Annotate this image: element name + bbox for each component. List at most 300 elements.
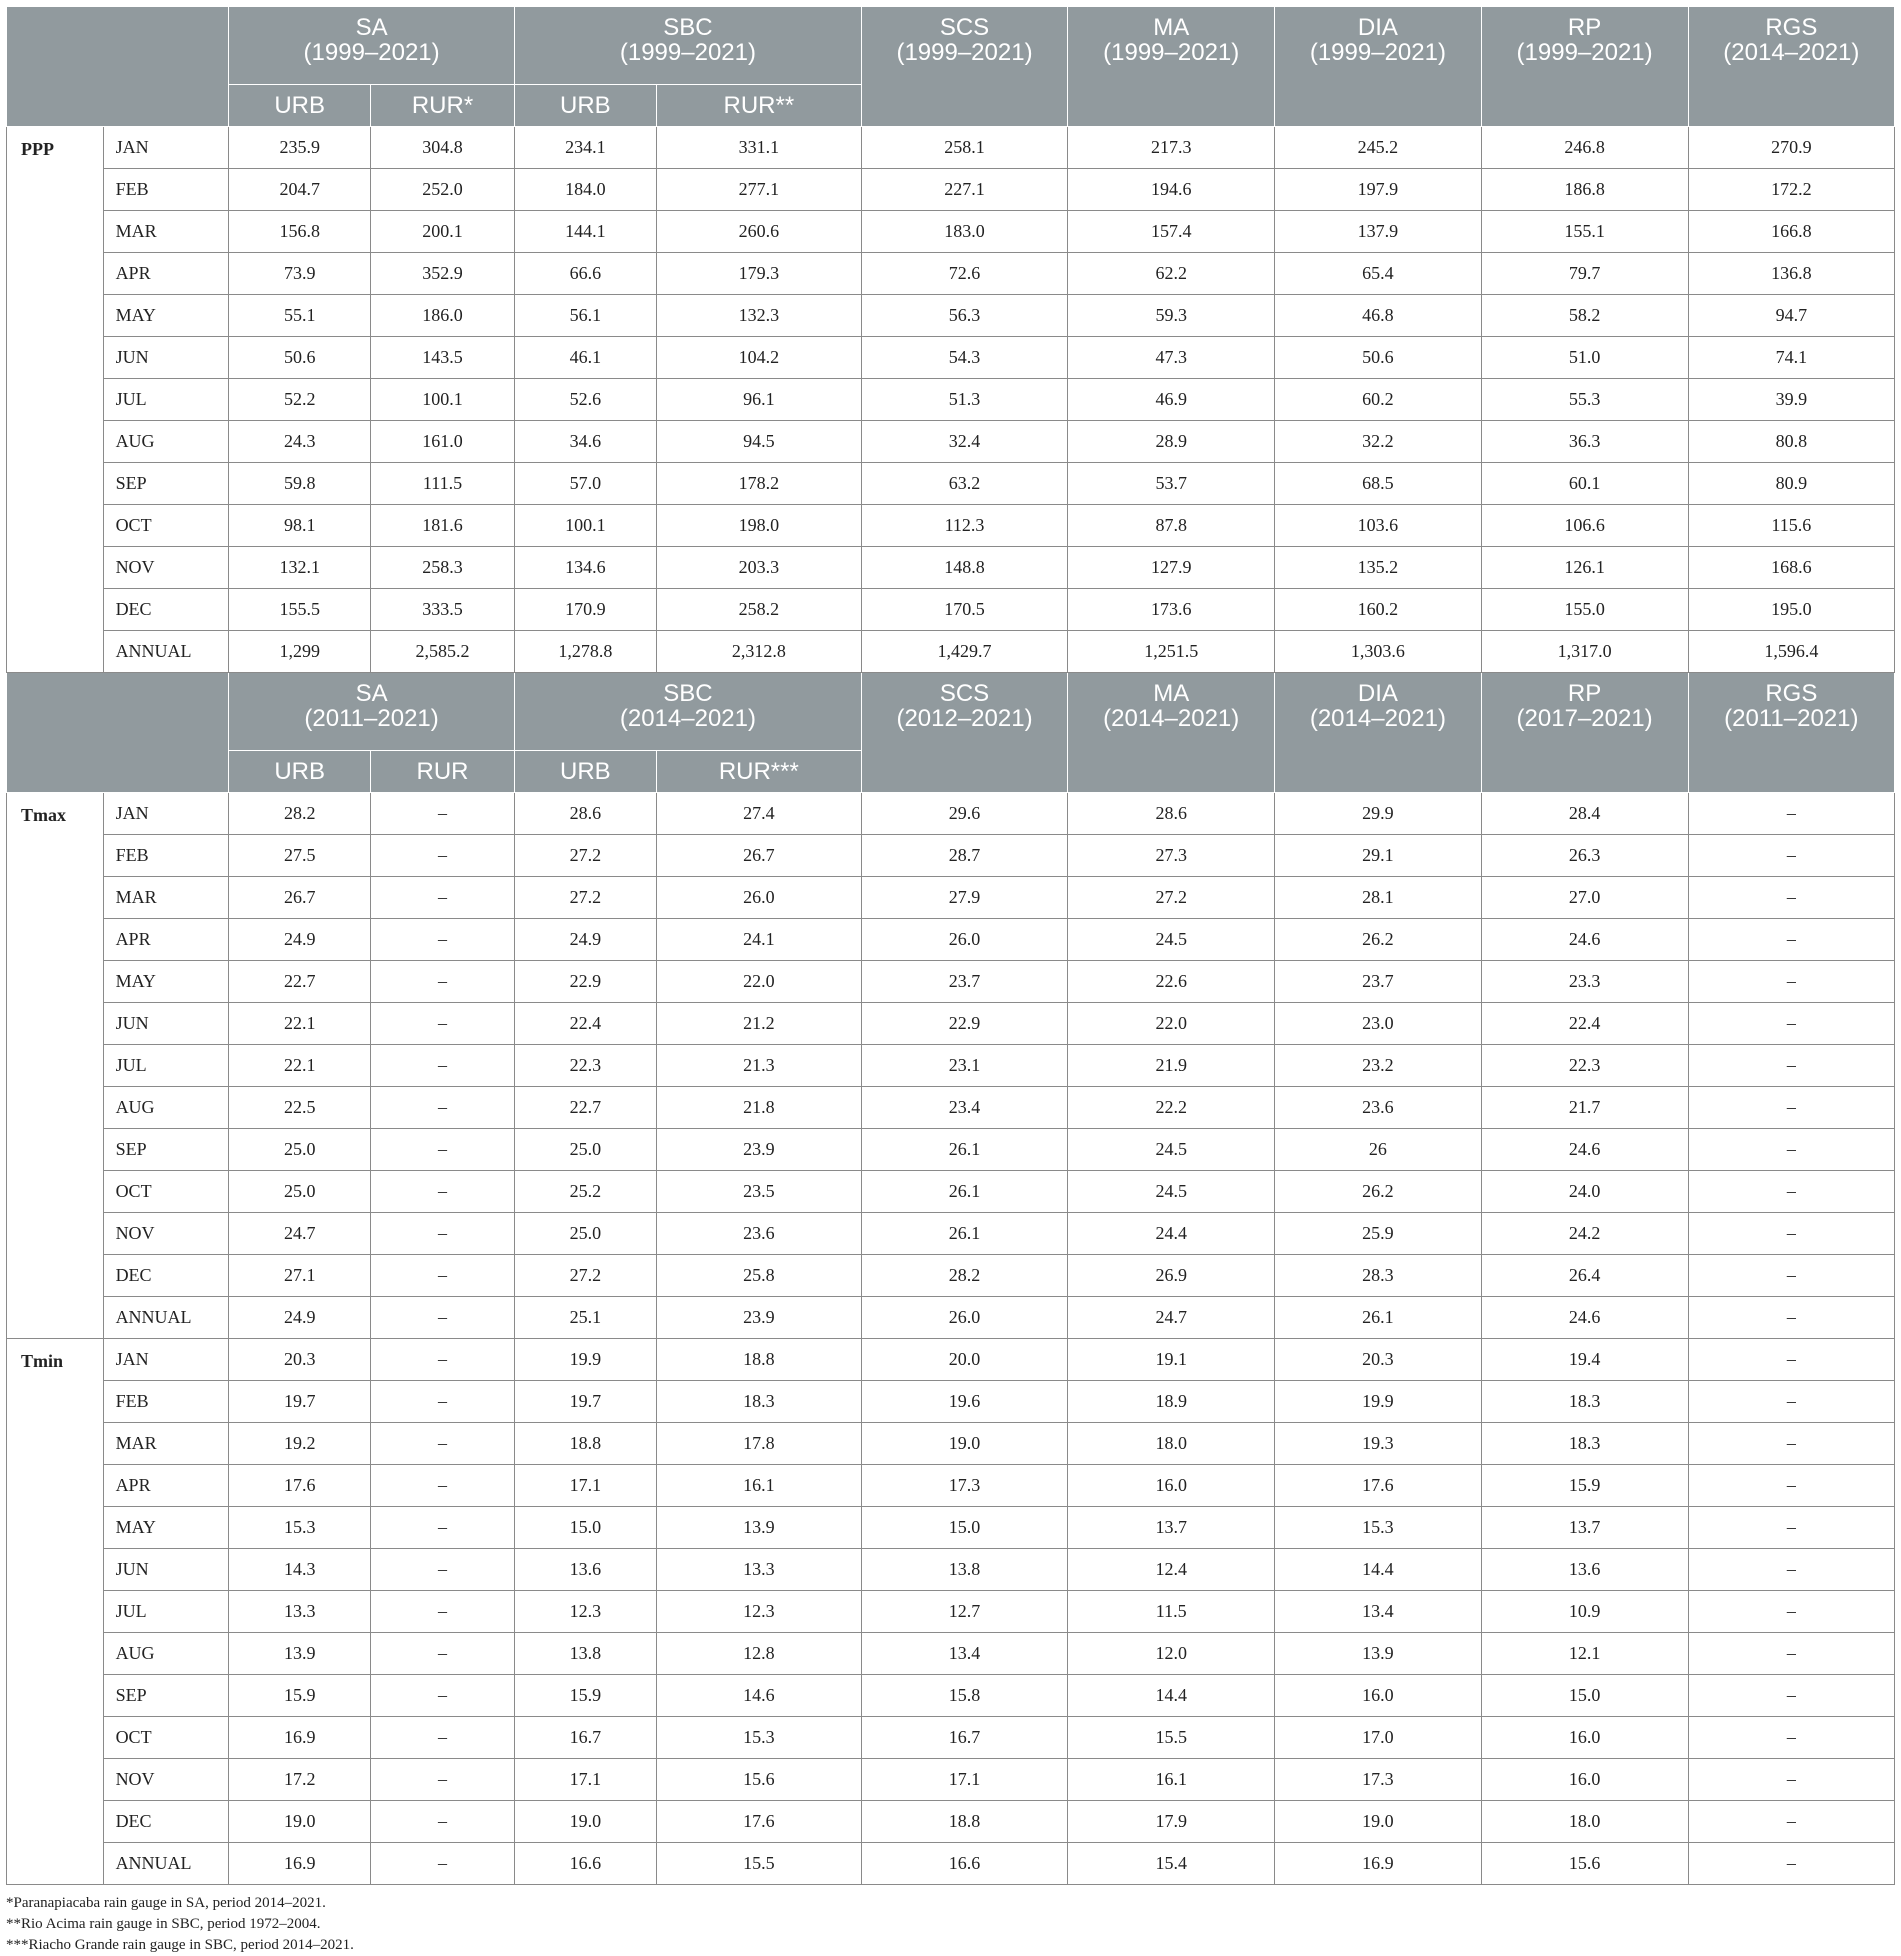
table-row [7, 793, 1895, 835]
table-cell: 27.0 [1481, 877, 1688, 919]
table-cell: 13.9 [656, 1507, 861, 1549]
table-cell: 13.8 [861, 1549, 1067, 1591]
table-cell: 143.5 [371, 337, 515, 379]
table-cell: – [1688, 1255, 1894, 1297]
table-row [7, 421, 1895, 463]
table-cell: 28.2 [861, 1255, 1067, 1297]
table-cell: 80.9 [1688, 463, 1894, 505]
footnote-riacho-grande: ***Riacho Grande rain gauge in SBC, period 2014–2021. [6, 1937, 354, 1953]
header-dia [1275, 7, 1481, 127]
subheader-sa-urb: URB [229, 751, 371, 793]
table-cell: 331.1 [656, 127, 861, 169]
header-rp-name: RP [1567, 680, 1602, 707]
variable-label: PPP [7, 127, 104, 673]
month-label: MAY [103, 961, 229, 1003]
table-cell: 68.5 [1275, 463, 1481, 505]
table-cell: 194.6 [1068, 169, 1275, 211]
header-ma-period: (2014–2021) [1103, 705, 1240, 732]
header-scs-name: SCS [939, 14, 990, 41]
month-label: MAY [103, 1507, 229, 1549]
table-cell: 51.3 [861, 379, 1067, 421]
table-cell: 1,429.7 [861, 631, 1067, 673]
table-cell: 18.0 [1481, 1801, 1688, 1843]
table-cell: – [1688, 1591, 1894, 1633]
table-cell: 160.2 [1275, 589, 1481, 631]
table-cell: 179.3 [656, 253, 861, 295]
table-cell: 234.1 [514, 127, 656, 169]
table-row [7, 1129, 1895, 1171]
table-cell: 14.6 [656, 1675, 861, 1717]
table-cell: 63.2 [861, 463, 1067, 505]
table-cell: 22.4 [1481, 1003, 1688, 1045]
table-cell: 65.4 [1275, 253, 1481, 295]
header-row [7, 673, 1895, 751]
table-cell: 15.3 [1275, 1507, 1481, 1549]
table-cell: – [371, 1675, 515, 1717]
header-ma [1068, 7, 1275, 127]
table-cell: 24.6 [1481, 1297, 1688, 1339]
table-cell: 29.1 [1275, 835, 1481, 877]
table-cell: 172.2 [1688, 169, 1894, 211]
table-row [7, 211, 1895, 253]
table-cell: 46.9 [1068, 379, 1275, 421]
table-cell: 304.8 [371, 127, 515, 169]
table-row [7, 295, 1895, 337]
table-cell: – [371, 919, 515, 961]
header-ma [1068, 673, 1275, 793]
table-cell: 16.7 [514, 1717, 656, 1759]
table-cell: – [1688, 877, 1894, 919]
table-cell: 21.7 [1481, 1087, 1688, 1129]
header-sbc [514, 673, 861, 751]
table-row [7, 631, 1895, 673]
table-cell: 127.9 [1068, 547, 1275, 589]
table-cell: 27.2 [514, 835, 656, 877]
table-cell: 27.2 [514, 877, 656, 919]
table-cell: 26.4 [1481, 1255, 1688, 1297]
table-row [7, 1507, 1895, 1549]
header-sbc-name: SBC [663, 680, 713, 707]
table-cell: – [371, 1087, 515, 1129]
header-rgs-period: (2014–2021) [1723, 39, 1860, 66]
table-row [7, 1087, 1895, 1129]
table-cell: 15.9 [1481, 1465, 1688, 1507]
subheader-sbc-urb: URB [514, 751, 656, 793]
table-cell: 22.0 [1068, 1003, 1275, 1045]
table-cell: 245.2 [1275, 127, 1481, 169]
table-cell: – [371, 961, 515, 1003]
month-label: AUG [103, 1633, 229, 1675]
table-cell: 24.5 [1068, 1129, 1275, 1171]
table-cell: 227.1 [861, 169, 1067, 211]
table-cell: 13.7 [1481, 1507, 1688, 1549]
month-label: JUN [103, 337, 229, 379]
month-label: JUN [103, 1003, 229, 1045]
table-cell: 24.5 [1068, 919, 1275, 961]
table-row [7, 1003, 1895, 1045]
table-cell: 18.8 [514, 1423, 656, 1465]
table-cell: 32.2 [1275, 421, 1481, 463]
table-cell: 13.6 [1481, 1549, 1688, 1591]
table-cell: 17.1 [861, 1759, 1067, 1801]
header-sbc-name: SBC [663, 14, 713, 41]
table-cell: 203.3 [656, 547, 861, 589]
table-cell: 170.9 [514, 589, 656, 631]
table-cell: 1,596.4 [1688, 631, 1894, 673]
table-row [7, 1297, 1895, 1339]
table-row [7, 1675, 1895, 1717]
month-label: APR [103, 253, 229, 295]
table-cell: – [371, 1759, 515, 1801]
table-cell: 24.9 [229, 919, 371, 961]
table-cell: – [1688, 793, 1894, 835]
table-cell: 23.6 [1275, 1087, 1481, 1129]
table-cell: 54.3 [861, 337, 1067, 379]
table-cell: 1,299 [229, 631, 371, 673]
table-cell: 57.0 [514, 463, 656, 505]
table-cell: 24.7 [1068, 1297, 1275, 1339]
table-cell: 100.1 [514, 505, 656, 547]
header-sa-name: SA [355, 680, 388, 707]
month-label: OCT [103, 505, 229, 547]
table-cell: 204.7 [229, 169, 371, 211]
table-cell: 24.5 [1068, 1171, 1275, 1213]
table-cell: 27.4 [656, 793, 861, 835]
table-cell: 156.8 [229, 211, 371, 253]
table-cell: 13.9 [1275, 1633, 1481, 1675]
table-cell: 235.9 [229, 127, 371, 169]
table-cell: 24.9 [229, 1297, 371, 1339]
table-cell: 47.3 [1068, 337, 1275, 379]
table-cell: 13.6 [514, 1549, 656, 1591]
table-cell: 19.0 [861, 1423, 1067, 1465]
table-cell: 21.8 [656, 1087, 861, 1129]
table-cell: 15.0 [861, 1507, 1067, 1549]
table-cell: 79.7 [1481, 253, 1688, 295]
table-cell: 15.9 [229, 1675, 371, 1717]
table-cell: 28.6 [514, 793, 656, 835]
table-cell: 80.8 [1688, 421, 1894, 463]
table-cell: 111.5 [371, 463, 515, 505]
table-cell: 24.6 [1481, 919, 1688, 961]
climate-data-table [6, 6, 1895, 1885]
table-cell: 137.9 [1275, 211, 1481, 253]
table-cell: 26 [1275, 1129, 1481, 1171]
table-cell: 178.2 [656, 463, 861, 505]
table-row [7, 1465, 1895, 1507]
table-cell: 50.6 [1275, 337, 1481, 379]
table-cell: 22.4 [514, 1003, 656, 1045]
table-cell: – [371, 1801, 515, 1843]
table-cell: 20.3 [1275, 1339, 1481, 1381]
table-cell: 19.6 [861, 1381, 1067, 1423]
table-cell: 23.7 [861, 961, 1067, 1003]
table-cell: 13.3 [656, 1549, 861, 1591]
table-cell: 15.5 [656, 1843, 861, 1885]
table-row [7, 127, 1895, 169]
table-cell: 28.6 [1068, 793, 1275, 835]
header-scs-period: (1999–2021) [896, 39, 1033, 66]
table-cell: 55.3 [1481, 379, 1688, 421]
table-row [7, 1045, 1895, 1087]
table-cell: 12.3 [514, 1591, 656, 1633]
subheader-sa-rur: RUR [371, 751, 515, 793]
month-label: JUN [103, 1549, 229, 1591]
table-cell: – [1688, 1297, 1894, 1339]
table-cell: 17.6 [1275, 1465, 1481, 1507]
table-row [7, 835, 1895, 877]
header-dia-period: (1999–2021) [1309, 39, 1446, 66]
footnote-rio-acima: **Rio Acima rain gauge in SBC, period 1972–2004. [6, 1916, 321, 1932]
table-cell: 217.3 [1068, 127, 1275, 169]
table-cell: 25.0 [514, 1129, 656, 1171]
table-cell: 16.9 [229, 1843, 371, 1885]
table-cell: 2,585.2 [371, 631, 515, 673]
month-label: SEP [103, 1675, 229, 1717]
table-cell: 17.3 [861, 1465, 1067, 1507]
table-cell: 183.0 [861, 211, 1067, 253]
table-cell: 27.2 [514, 1255, 656, 1297]
table-cell: 26.0 [656, 877, 861, 919]
table-cell: 21.2 [656, 1003, 861, 1045]
table-cell: 16.0 [1068, 1465, 1275, 1507]
table-cell: 14.3 [229, 1549, 371, 1591]
header-rp-period: (2017–2021) [1516, 705, 1653, 732]
table-cell: – [371, 835, 515, 877]
table-cell: – [371, 1633, 515, 1675]
table-cell: 22.2 [1068, 1087, 1275, 1129]
table-cell: 28.4 [1481, 793, 1688, 835]
table-cell: 26.1 [861, 1129, 1067, 1171]
subheader-sa-rur: RUR* [371, 85, 515, 127]
header-rgs-period: (2011–2021) [1724, 705, 1859, 732]
table-cell: 56.3 [861, 295, 1067, 337]
table-cell: 112.3 [861, 505, 1067, 547]
table-cell: 13.9 [229, 1633, 371, 1675]
table-cell: 15.8 [861, 1675, 1067, 1717]
table-cell: 26.3 [1481, 835, 1688, 877]
header-sa [229, 7, 515, 85]
table-row [7, 1843, 1895, 1885]
table-row [7, 337, 1895, 379]
header-row [7, 7, 1895, 85]
table-row [7, 961, 1895, 1003]
header-sbc-period: (2014–2021) [619, 705, 756, 732]
month-label: JAN [103, 127, 229, 169]
table-cell: 18.9 [1068, 1381, 1275, 1423]
table-cell: 34.6 [514, 421, 656, 463]
table-cell: 26.1 [861, 1171, 1067, 1213]
table-cell: 1,278.8 [514, 631, 656, 673]
table-cell: 22.1 [229, 1003, 371, 1045]
table-cell: 28.2 [229, 793, 371, 835]
table-cell: 23.9 [656, 1129, 861, 1171]
month-label: APR [103, 919, 229, 961]
table-row [7, 547, 1895, 589]
table-cell: 62.2 [1068, 253, 1275, 295]
table-cell: – [371, 1423, 515, 1465]
table-cell: 270.9 [1688, 127, 1894, 169]
table-cell: 23.2 [1275, 1045, 1481, 1087]
table-cell: 24.7 [229, 1213, 371, 1255]
month-label: SEP [103, 463, 229, 505]
table-cell: 104.2 [656, 337, 861, 379]
table-cell: 27.3 [1068, 835, 1275, 877]
table-cell: 15.4 [1068, 1843, 1275, 1885]
table-cell: 21.9 [1068, 1045, 1275, 1087]
table-cell: 16.0 [1481, 1717, 1688, 1759]
month-label: NOV [103, 1213, 229, 1255]
table-cell: 260.6 [656, 211, 861, 253]
table-cell: 17.1 [514, 1465, 656, 1507]
header-rgs-name: RGS [1765, 14, 1818, 41]
table-cell: 25.0 [514, 1213, 656, 1255]
table-cell: 10.9 [1481, 1591, 1688, 1633]
month-label: NOV [103, 1759, 229, 1801]
table-row [7, 1339, 1895, 1381]
table-cell: – [371, 1717, 515, 1759]
table-cell: 19.9 [514, 1339, 656, 1381]
table-row [7, 1717, 1895, 1759]
table-cell: 50.6 [229, 337, 371, 379]
table-cell: 12.1 [1481, 1633, 1688, 1675]
table-cell: 16.9 [1275, 1843, 1481, 1885]
table-cell: 173.6 [1068, 589, 1275, 631]
table-cell: – [1688, 1087, 1894, 1129]
table-cell: 17.1 [514, 1759, 656, 1801]
table-cell: 22.9 [514, 961, 656, 1003]
table-cell: 25.8 [656, 1255, 861, 1297]
table-cell: 15.0 [514, 1507, 656, 1549]
table-cell: 28.9 [1068, 421, 1275, 463]
header-rgs [1688, 7, 1894, 127]
table-cell: – [1688, 1129, 1894, 1171]
table-cell: 55.1 [229, 295, 371, 337]
table-cell: 11.5 [1068, 1591, 1275, 1633]
table-cell: 26.9 [1068, 1255, 1275, 1297]
header-scs-period: (2012–2021) [896, 705, 1033, 732]
table-cell: 23.3 [1481, 961, 1688, 1003]
table-cell: 73.9 [229, 253, 371, 295]
table-cell: 22.1 [229, 1045, 371, 1087]
month-label: ANNUAL [103, 1843, 229, 1885]
table-cell: 22.5 [229, 1087, 371, 1129]
table-cell: 333.5 [371, 589, 515, 631]
table-cell: 17.8 [656, 1423, 861, 1465]
table-cell: 19.4 [1481, 1339, 1688, 1381]
table-cell: – [1688, 1717, 1894, 1759]
table-cell: – [371, 1171, 515, 1213]
table-cell: 12.0 [1068, 1633, 1275, 1675]
month-label: JUL [103, 379, 229, 421]
table-cell: 26.7 [656, 835, 861, 877]
table-cell: – [1688, 1213, 1894, 1255]
header-scs [861, 673, 1067, 793]
table-cell: 13.7 [1068, 1507, 1275, 1549]
table-cell: 19.3 [1275, 1423, 1481, 1465]
table-cell: 60.2 [1275, 379, 1481, 421]
header-dia [1275, 673, 1481, 793]
table-cell: 22.3 [1481, 1045, 1688, 1087]
table-cell: 18.8 [861, 1801, 1067, 1843]
climate-table-container [6, 6, 1895, 1956]
table-cell: 74.1 [1688, 337, 1894, 379]
table-cell: 94.5 [656, 421, 861, 463]
header-rp [1481, 673, 1688, 793]
header-blank [7, 673, 229, 793]
subheader-sbc-rur: RUR** [656, 85, 861, 127]
table-cell: 12.7 [861, 1591, 1067, 1633]
table-cell: – [371, 1297, 515, 1339]
table-cell: 144.1 [514, 211, 656, 253]
month-label: JAN [103, 793, 229, 835]
table-cell: 23.4 [861, 1087, 1067, 1129]
table-cell: 170.5 [861, 589, 1067, 631]
footnote-paranapiacaba: *Paranapiacaba rain gauge in SA, period 2014–2021. [6, 1895, 326, 1911]
table-cell: 52.6 [514, 379, 656, 421]
month-label: DEC [103, 589, 229, 631]
table-cell: 27.5 [229, 835, 371, 877]
table-cell: 28.7 [861, 835, 1067, 877]
header-dia-period: (2014–2021) [1309, 705, 1446, 732]
table-cell: 12.8 [656, 1633, 861, 1675]
month-label: ANNUAL [103, 1297, 229, 1339]
table-cell: 39.9 [1688, 379, 1894, 421]
table-cell: 13.4 [1275, 1591, 1481, 1633]
table-cell: 29.9 [1275, 793, 1481, 835]
table-cell: 59.8 [229, 463, 371, 505]
header-dia-name: DIA [1357, 680, 1398, 707]
header-sbc-period: (1999–2021) [619, 39, 756, 66]
table-cell: 25.0 [229, 1129, 371, 1171]
table-cell: 168.6 [1688, 547, 1894, 589]
header-scs-name: SCS [939, 680, 990, 707]
table-cell: 25.1 [514, 1297, 656, 1339]
header-sbc [514, 7, 861, 85]
month-label: AUG [103, 421, 229, 463]
table-cell: – [371, 793, 515, 835]
table-cell: 23.6 [656, 1213, 861, 1255]
table-cell: 16.6 [861, 1843, 1067, 1885]
table-cell: – [371, 1003, 515, 1045]
month-label: JAN [103, 1339, 229, 1381]
table-cell: 15.3 [229, 1507, 371, 1549]
table-cell: 22.6 [1068, 961, 1275, 1003]
table-cell: 16.7 [861, 1717, 1067, 1759]
header-sa [229, 673, 515, 751]
table-cell: 22.3 [514, 1045, 656, 1087]
table-cell: – [1688, 835, 1894, 877]
month-label: FEB [103, 835, 229, 877]
table-cell: – [371, 1843, 515, 1885]
table-cell: 16.9 [229, 1717, 371, 1759]
table-cell: 46.1 [514, 337, 656, 379]
table-cell: 1,251.5 [1068, 631, 1275, 673]
month-label: DEC [103, 1801, 229, 1843]
footnotes [6, 1893, 1895, 1956]
table-cell: – [1688, 1045, 1894, 1087]
month-label: AUG [103, 1087, 229, 1129]
table-cell: 20.0 [861, 1339, 1067, 1381]
table-cell: 22.7 [229, 961, 371, 1003]
header-rgs-name: RGS [1765, 680, 1818, 707]
month-label: ANNUAL [103, 631, 229, 673]
table-cell: 17.0 [1275, 1717, 1481, 1759]
table-row [7, 1633, 1895, 1675]
table-cell: 87.8 [1068, 505, 1275, 547]
table-cell: – [1688, 1171, 1894, 1213]
table-cell: 14.4 [1068, 1675, 1275, 1717]
